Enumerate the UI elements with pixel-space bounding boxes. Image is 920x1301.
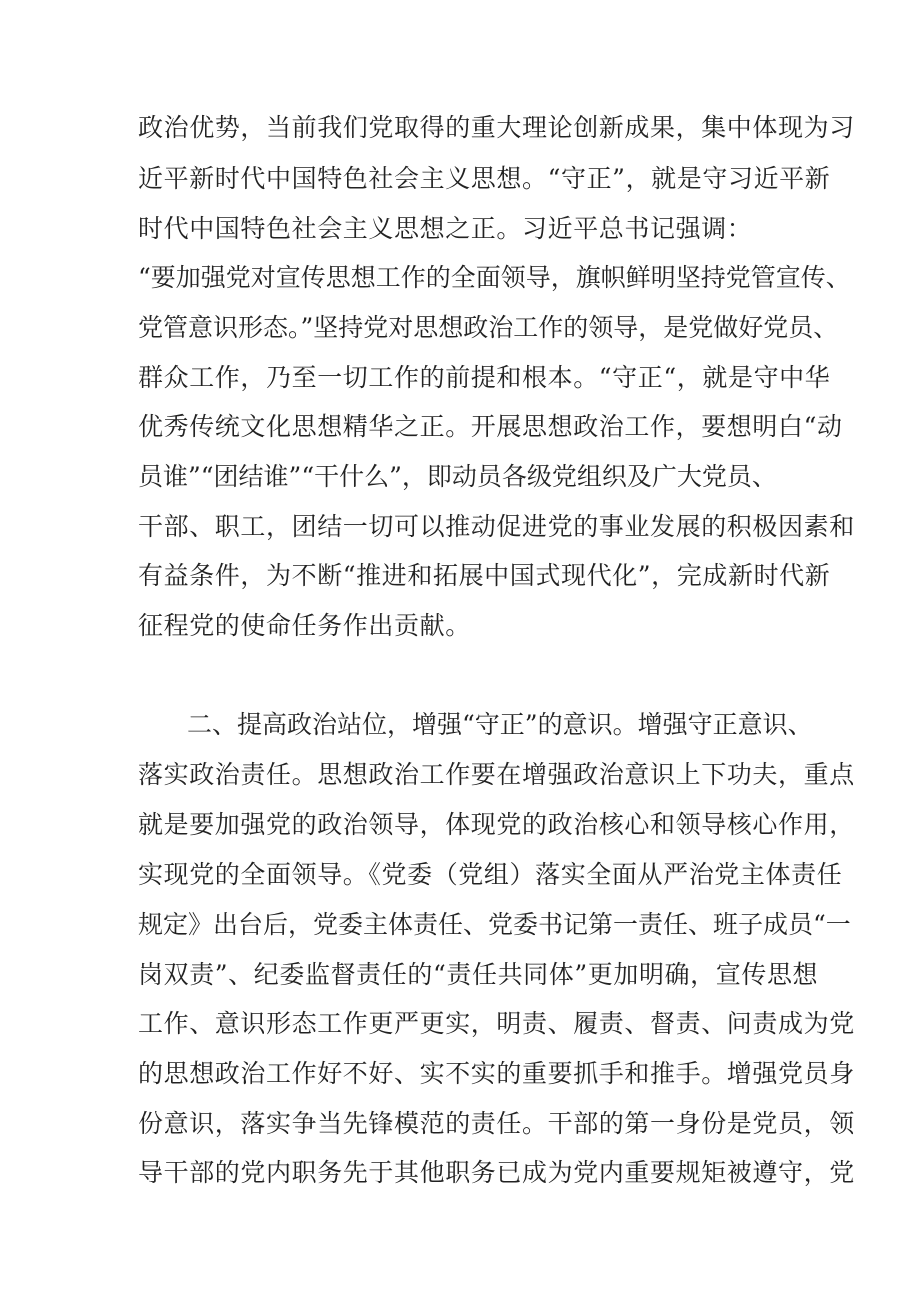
paragraph-1-line-7: 优秀传统文化思想精华之正。开展思想政治工作，要想明白“动 [138, 412, 843, 441]
paragraph-2-line-10: 导干部的党内职务先于其他职务已成为党内重要规矩被遵守，党 [138, 1158, 855, 1187]
paragraph-1-line-3: 时代中国特色社会主义思想之正。习近平总书记强调： [138, 214, 753, 243]
paragraph-1-line-6: 群众工作，乃至一切工作的前提和根本。“守正“，就是守中华 [138, 363, 831, 392]
paragraph-2-line-6: 岗双责”、纪委监督责任的“责任共同体”更加明确，宣传思想 [138, 960, 819, 989]
paragraph-2-line-9: 份意识，落实争当先锋模范的责任。干部的第一身份是党员，领 [138, 1109, 855, 1138]
paragraph-1-line-2: 近平新时代中国特色社会主义思想。“守正”，就是守习近平新 [138, 164, 831, 193]
paragraph-2-line-8: 的思想政治工作好不好、实不实的重要抓手和推手。增强党员身 [138, 1059, 855, 1088]
paragraph-2-line-5: 规定》出台后，党委主体责任、党委书记第一责任、班子成员“一 [138, 910, 851, 939]
paragraph-1-line-4: “要加强党对宣传思想工作的全面领导，旗帜鲜明坚持党管宣传、 [138, 263, 851, 292]
paragraph-1-line-11: 征程党的使命任务作出贡献。 [138, 611, 471, 640]
paragraph-2-line-4: 实现党的全面领导。《党委（党组）落实全面从严治党主体责任 [138, 860, 843, 889]
paragraph-1-line-1: 政治优势，当前我们党取得的重大理论创新成果，集中体现为习 [138, 113, 855, 142]
paragraph-2-line-3: 就是要加强党的政治领导，体现党的政治核心和领导核心作用， [138, 810, 855, 839]
paragraph-2-line-7: 工作、意识形态工作更严更实，明责、履责、督责、问责成为党 [138, 1009, 855, 1038]
paragraph-1-line-10: 有益条件，为不断“推进和拓展中国式现代化”，完成新时代新 [138, 561, 831, 590]
paragraph-1-line-8: 员谁”“团结谁”“干什么”，即动员各级党组织及广大党员、 [138, 462, 777, 491]
paragraph-2-line-1: 二、提高政治站位，增强“守正”的意识。增强守正意识、 [187, 710, 813, 739]
paragraph-1-line-9: 干部、职工，团结一切可以推动促进党的事业发展的积极因素和 [138, 512, 855, 541]
paragraph-1-line-5: 党管意识形态。”坚持党对思想政治工作的领导，是党做好党员、 [138, 313, 839, 342]
paragraph-2-line-2: 落实政治责任。思想政治工作要在增强政治意识上下功夫，重点 [138, 760, 855, 789]
